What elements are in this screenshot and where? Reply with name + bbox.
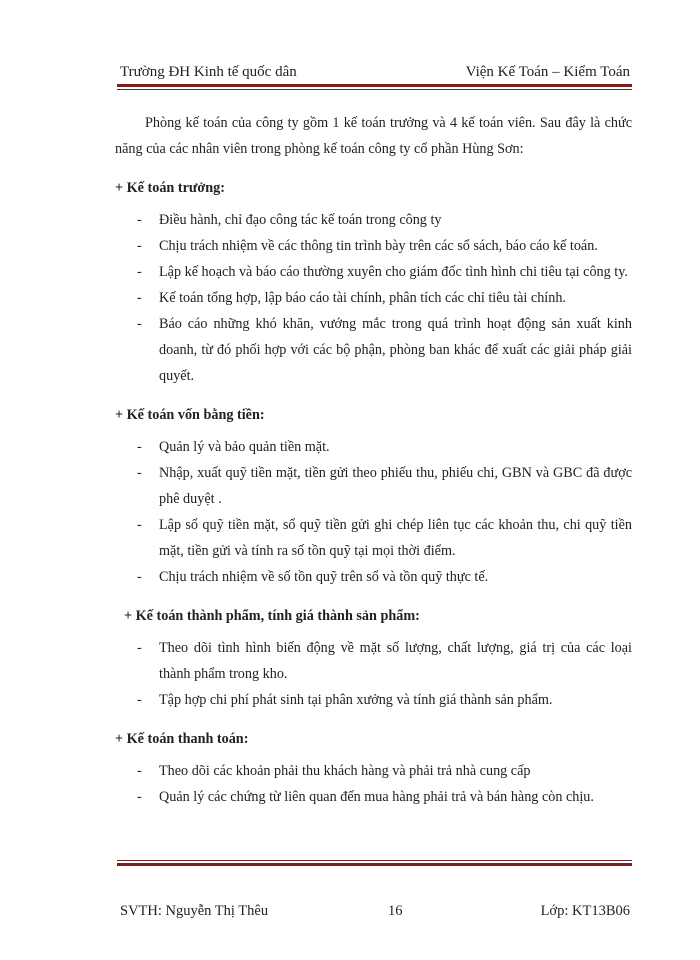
- list-item: - Chịu trách nhiệm về số tồn quỹ trên sổ và tồn quỹ thực tế.: [115, 564, 632, 590]
- bullet-dash: -: [137, 316, 142, 332]
- section-title: + Kế toán thành phẩm, tính giá thành sản phẩm:: [124, 608, 420, 624]
- bullet-dash: -: [137, 439, 142, 455]
- list-item: - Chịu trách nhiệm về các thông tin trình bày trên các sổ sách, báo cáo kế toán.: [115, 233, 632, 259]
- footer-rule-thick: [117, 863, 632, 866]
- duty-list: [115, 758, 632, 810]
- footer-student: SVTH: Nguyễn Thị Thêu: [120, 903, 269, 919]
- section-title: + Kế toán trưởng:: [115, 180, 225, 196]
- bullet-dash: -: [137, 212, 142, 228]
- footer-class: Lớp: KT13B06: [540, 903, 630, 919]
- header-rule-thick: [117, 84, 632, 87]
- bullet-dash: -: [137, 264, 142, 280]
- bullet-dash: -: [137, 763, 142, 779]
- bullet-dash: -: [137, 290, 142, 306]
- header-institute: Viện Kế Toán – Kiểm Toán: [465, 64, 630, 80]
- bullet-dash: -: [137, 789, 142, 805]
- list-item: - Quản lý và bảo quản tiền mặt.: [115, 434, 632, 460]
- header-school: Trường ĐH Kinh tế quốc dân: [120, 64, 297, 80]
- list-item: - Nhập, xuất quỹ tiền mặt, tiền gửi theo phiếu thu, phiếu chi, GBN và GBC đã được phê duyệt .: [115, 460, 632, 512]
- bullet-dash: -: [137, 569, 142, 585]
- list-item: - Lập sổ quỹ tiền mặt, sổ quỹ tiền gửi ghi chép liên tục các khoản thu, chi quỹ tiền mặt, tiền gửi và tính ra số tồn quỹ tại mọi thời điểm.: [115, 512, 632, 564]
- list-item: - Điều hành, chỉ đạo công tác kế toán trong công ty: [115, 207, 632, 233]
- bullet-dash: -: [137, 517, 142, 533]
- header-rule-thin: [117, 89, 632, 90]
- duty-list: [115, 635, 632, 713]
- list-item: - Theo dõi tình hình biến động về mặt số lượng, chất lượng, giá trị của các loại thành phẩm trong kho.: [115, 635, 632, 687]
- bullet-dash: -: [137, 640, 142, 656]
- page-content: [115, 110, 632, 810]
- intro-paragraph: Phòng kế toán của công ty gồm 1 kế toán trưởng và 4 kế toán viên. Sau đây là chức năng của các nhân viên trong phòng kế toán công ty cổ phần Hùng Sơn:: [115, 115, 632, 157]
- list-item: - Lập kế hoạch và báo cáo thường xuyên cho giám đốc tình hình chi tiêu tại công ty.: [115, 259, 632, 285]
- section-chief-accountant: [115, 175, 632, 389]
- bullet-dash: -: [137, 238, 142, 254]
- bullet-dash: -: [137, 465, 142, 481]
- bullet-dash: -: [137, 692, 142, 708]
- duty-list: [115, 207, 632, 389]
- list-item: - Tập hợp chi phí phát sinh tại phân xưởng và tính giá thành sản phẩm.: [115, 687, 632, 713]
- page-number: 16: [388, 903, 403, 919]
- section-product-accountant: [115, 603, 632, 713]
- section-title: + Kế toán vốn bằng tiền:: [115, 407, 265, 423]
- list-item: - Theo dõi các khoản phải thu khách hàng và phải trả nhà cung cấp: [115, 758, 632, 784]
- list-item: - Báo cáo những khó khăn, vướng mắc trong quá trình hoạt động sản xuất kinh doanh, từ đó phối hợp với các bộ phận, phòng ban khác để xuất các giải pháp giải quyết.: [115, 311, 632, 389]
- list-item: - Quản lý các chứng từ liên quan đến mua hàng phải trả và bán hàng còn chịu.: [115, 784, 632, 810]
- list-item: - Kế toán tổng hợp, lập báo cáo tài chính, phân tích các chỉ tiêu tài chính.: [115, 285, 632, 311]
- section-payment-accountant: [115, 726, 632, 810]
- section-title: + Kế toán thanh toán:: [115, 731, 249, 747]
- section-cash-accountant: [115, 402, 632, 590]
- duty-list: [115, 434, 632, 590]
- footer-rule-thin: [117, 860, 632, 861]
